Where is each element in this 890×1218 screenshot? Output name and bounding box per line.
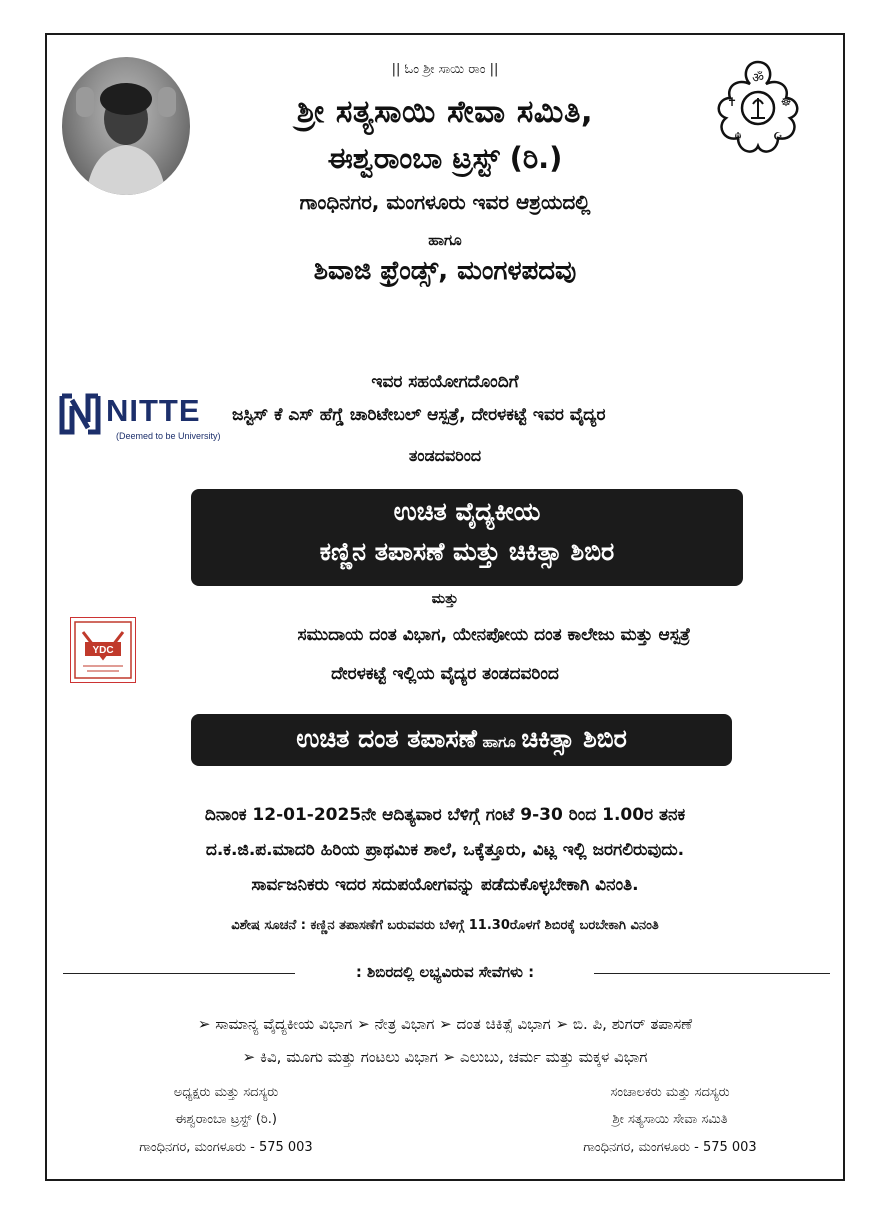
dental-camp-title-part2: ಹಾಗೂ [482, 733, 516, 751]
dental-camp-banner [191, 714, 732, 766]
team-suffix: ತಂಡದವರಿಂದ [408, 446, 482, 465]
public-request-line: ಸಾರ್ವಜನಿಕರು ಇದರ ಸದುಪಯೋಗವನ್ನು ಪಡೆದುಕೊಳ್ಳಬೇಕಾಗಿ ವಿನಂತಿ. [251, 875, 639, 895]
dental-team-line: ದೇರಳಕಟ್ಟೆ ಇಲ್ಲಿಯ ವೈದ್ಯರ ತಂಡದವರಿಂದ [331, 664, 559, 684]
collaboration-intro: ಇವರ ಸಹಯೋಗದೊಂದಿಗೆ [371, 372, 519, 392]
nitte-wordmark: NITTE [106, 393, 201, 428]
org-name-line1: ಶ್ರೀ ಸತ್ಯಸಾಯಿ ಸೇವಾ ಸಮಿತಿ, [296, 94, 594, 130]
service-item: ಎಲುಬು, ಚರ್ಮ ಮತ್ತು ಮಕ್ಕಳ ವಿಭಾಗ [460, 1048, 648, 1066]
services-row-1 [0, 1015, 890, 1033]
eye-camp-title-line2: ಕಣ್ಣಿನ ತಪಾಸಣೆ ಮತ್ತು ಚಿಕಿತ್ಸಾ ಶಿಬಿರ [319, 537, 615, 566]
dental-department-line: ಸಮುದಾಯ ದಂತ ವಿಭಾಗ, ಯೇನಪೋಯ ದಂತ ಕಾಲೇಜು ಮತ್ತು ಆಸ್ಪತ್ರೆ [297, 625, 691, 645]
conjunction-text: ಹಾಗೂ [428, 231, 462, 249]
right-signatory-role: ಸಂಚಾಲಕರು ಮತ್ತು ಸದಸ್ಯರು [610, 1085, 730, 1100]
arrow-icon: ➢ [197, 1015, 211, 1033]
arrow-icon: ➢ [242, 1048, 256, 1066]
date-time-line: ದಿನಾಂಕ 12-01-2025ನೇ ಆದಿತ್ಯವಾರ ಬೆಳಿಗ್ಗೆ ಗಂಟೆ 9-30 ರಿಂದ 1.00ರ ತನಕ [204, 805, 686, 825]
nitte-logo [58, 390, 228, 446]
special-note: ವಿಶೇಷ ಸೂಚನೆ : ಕಣ್ಣಿನ ತಪಾಸಣೆಗೆ ಬರುವವರು ಬೆಳಿಗ್ಗೆ 11.30ರೊಳಗೆ ಶಿಬಿರಕ್ಕೆ ಬರಬೇಕಾಗಿ ವಿನಂತಿ [231, 918, 659, 933]
service-item: ಬಿ. ಪಿ, ಶುಗರ್ ತಪಾಸಣೆ [572, 1015, 693, 1033]
dental-camp-title-part3: ಚಿಕಿತ್ಸಾ ಶಿಬಿರ [521, 724, 627, 753]
org-name-line2: ಈಶ್ವರಾಂಬಾ ಟ್ರಸ್ಟ್ (ರಿ.) [327, 141, 563, 175]
eye-camp-title-line1: ಉಚಿತ ವೈದ್ಯಕೀಯ [393, 497, 541, 526]
arrow-icon: ➢ [442, 1048, 456, 1066]
divider-right [594, 973, 830, 974]
services-heading: : ಶಿಬಿರದಲ್ಲಿ ಲಭ್ಯವಿರುವ ಸೇವೆಗಳು : [355, 963, 535, 981]
left-signatory-address: ಗಾಂಧಿನಗರ, ಮಂಗಳೂರು - 575 003 [139, 1140, 313, 1155]
arrow-icon: ➢ [555, 1015, 569, 1033]
service-item: ದಂತ ಚಿಕಿತ್ಸೆ ವಿಭಾಗ [456, 1015, 551, 1033]
left-signatory-org: ಈಶ್ವರಾಂಬಾ ಟ್ರಸ್ಟ್ (ರಿ.) [175, 1112, 277, 1127]
invocation-text: || ಓಂ ಶ್ರೀ ಸಾಯಿ ರಾಂ || [391, 62, 499, 77]
svg-text:✝: ✝ [726, 95, 738, 109]
dental-camp-title-part1: ಉಚಿತ ದಂತ ತಪಾಸಣೆ [296, 724, 477, 753]
co-organizer-name: ಶಿವಾಜಿ ಫ್ರೆಂಡ್ಸ್, ಮಂಗಳಪದವು [313, 256, 577, 286]
service-item: ಸಾಮಾನ್ಯ ವೈದ್ಯಕೀಯ ವಿಭಾಗ [215, 1015, 353, 1033]
arrow-icon: ➢ [357, 1015, 370, 1033]
svg-text:ॐ: ॐ [752, 71, 764, 86]
svg-text:☸: ☸ [780, 95, 792, 109]
service-item: ನೇತ್ರ ವಿಭಾಗ [374, 1015, 435, 1033]
right-signatory-org: ಶ್ರೀ ಸತ್ಯಸಾಯಿ ಸೇವಾ ಸಮಿತಿ [612, 1112, 728, 1127]
right-signatory-address: ಗಾಂಧಿನಗರ, ಮಂಗಳೂರು - 575 003 [583, 1140, 757, 1155]
nitte-n-icon [58, 392, 102, 436]
hospital-team-line: ಜಸ್ಟಿಸ್ ಕೆ ಎಸ್ ಹೆಗ್ಡೆ ಚಾರಿಟೇಬಲ್ ಆಸ್ಪತ್ರೆ, ದೇರಳಕಟ್ಟೆ ಇವರ ವೈದ್ಯರ [232, 405, 606, 425]
eye-camp-banner [191, 489, 743, 586]
services-row-2 [0, 1048, 890, 1066]
svg-text:☪: ☪ [773, 130, 783, 143]
nitte-subtitle: (Deemed to be University) [116, 431, 221, 441]
svg-text:☬: ☬ [734, 130, 742, 143]
left-signatory-role: ಅಧ್ಯಕ್ಷರು ಮತ್ತು ಸದಸ್ಯರು [173, 1085, 279, 1100]
venue-line: ದ.ಕ.ಜಿ.ಪ.ಮಾದರಿ ಹಿರಿಯ ಪ್ರಾಥಮಿಕ ಶಾಲೆ, ಒಕ್ಕೆತ್ತೂರು, ವಿಟ್ಲ ಇಲ್ಲಿ ಜರಗಲಿರುವುದು. [205, 840, 685, 860]
org-location-line: ಗಾಂಧಿನಗರ, ಮಂಗಳೂರು ಇವರ ಆಶ್ರಯದಲ್ಲಿ [299, 190, 591, 214]
service-item: ಕಿವಿ, ಮೂಗು ಮತ್ತು ಗಂಟಲು ವಿಭಾಗ [259, 1048, 438, 1066]
dental-logo-text: YDC [92, 645, 114, 656]
arrow-icon: ➢ [439, 1015, 452, 1033]
and-text: ಮತ್ತು [431, 591, 459, 607]
